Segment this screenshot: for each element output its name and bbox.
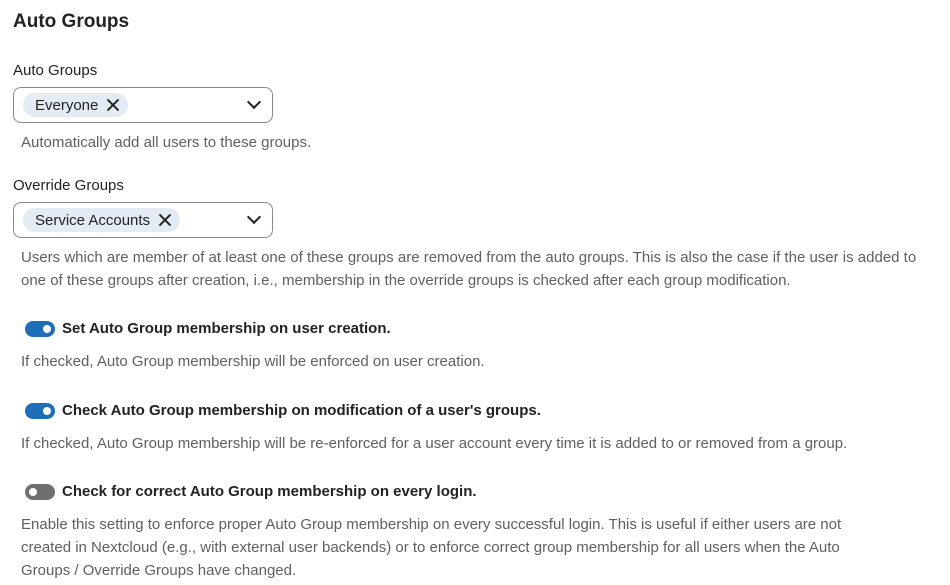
chevron-down-icon[interactable]	[248, 214, 260, 226]
toggle-every-login-label[interactable]: Check for correct Auto Group membership on every login.	[62, 483, 477, 500]
override-groups-select[interactable]	[13, 202, 273, 238]
toggle-knob	[43, 325, 51, 333]
auto-groups-chip-label: Everyone	[35, 96, 99, 114]
override-groups-chip-label: Service Accounts	[35, 211, 151, 229]
toggle-user-creation-label[interactable]: Set Auto Group membership on user creation.	[62, 320, 391, 337]
toggle-row-every-login	[25, 483, 477, 500]
toggle-group-modification-hint: If checked, Auto Group membership will be re-enforced for a user account every time it is added to or removed from a group.	[21, 435, 848, 452]
close-icon[interactable]	[106, 98, 120, 112]
toggle-knob	[29, 488, 37, 496]
toggle-knob	[43, 407, 51, 415]
toggle-user-creation-hint: If checked, Auto Group membership will be enforced on user creation.	[21, 353, 485, 370]
toggle-group-modification[interactable]	[25, 403, 55, 419]
toggle-every-login-hint: Enable this setting to enforce proper Auto Group membership on every successful login. This is useful if either users are not created in Nextcloud (e.g., with external user backends) or to enforce correct group membership for all users when the Auto Groups / Override Groups have changed.	[21, 516, 842, 579]
override-groups-hint: Users which are member of at least one of these groups are removed from the auto groups. This is also the case if the user is added to one of these groups after creation, i.e., membership in the override groups is checked after each group modification.	[21, 249, 917, 289]
toggle-row-group-modification	[25, 402, 541, 419]
close-icon[interactable]	[158, 213, 172, 227]
chevron-down-icon[interactable]	[248, 99, 260, 111]
toggle-group-modification-label[interactable]: Check Auto Group membership on modification of a user's groups.	[62, 402, 541, 419]
toggle-every-login[interactable]	[25, 484, 55, 500]
toggle-row-user-creation	[25, 320, 391, 337]
override-groups-label: Override Groups	[13, 177, 124, 194]
auto-groups-select[interactable]	[13, 87, 273, 123]
section-title: Auto Groups	[13, 11, 130, 32]
auto-groups-label: Auto Groups	[13, 62, 98, 79]
auto-groups-chip	[23, 93, 128, 117]
toggle-user-creation[interactable]	[25, 321, 55, 337]
auto-groups-hint: Automatically add all users to these groups.	[21, 134, 312, 151]
override-groups-chip	[23, 208, 180, 232]
